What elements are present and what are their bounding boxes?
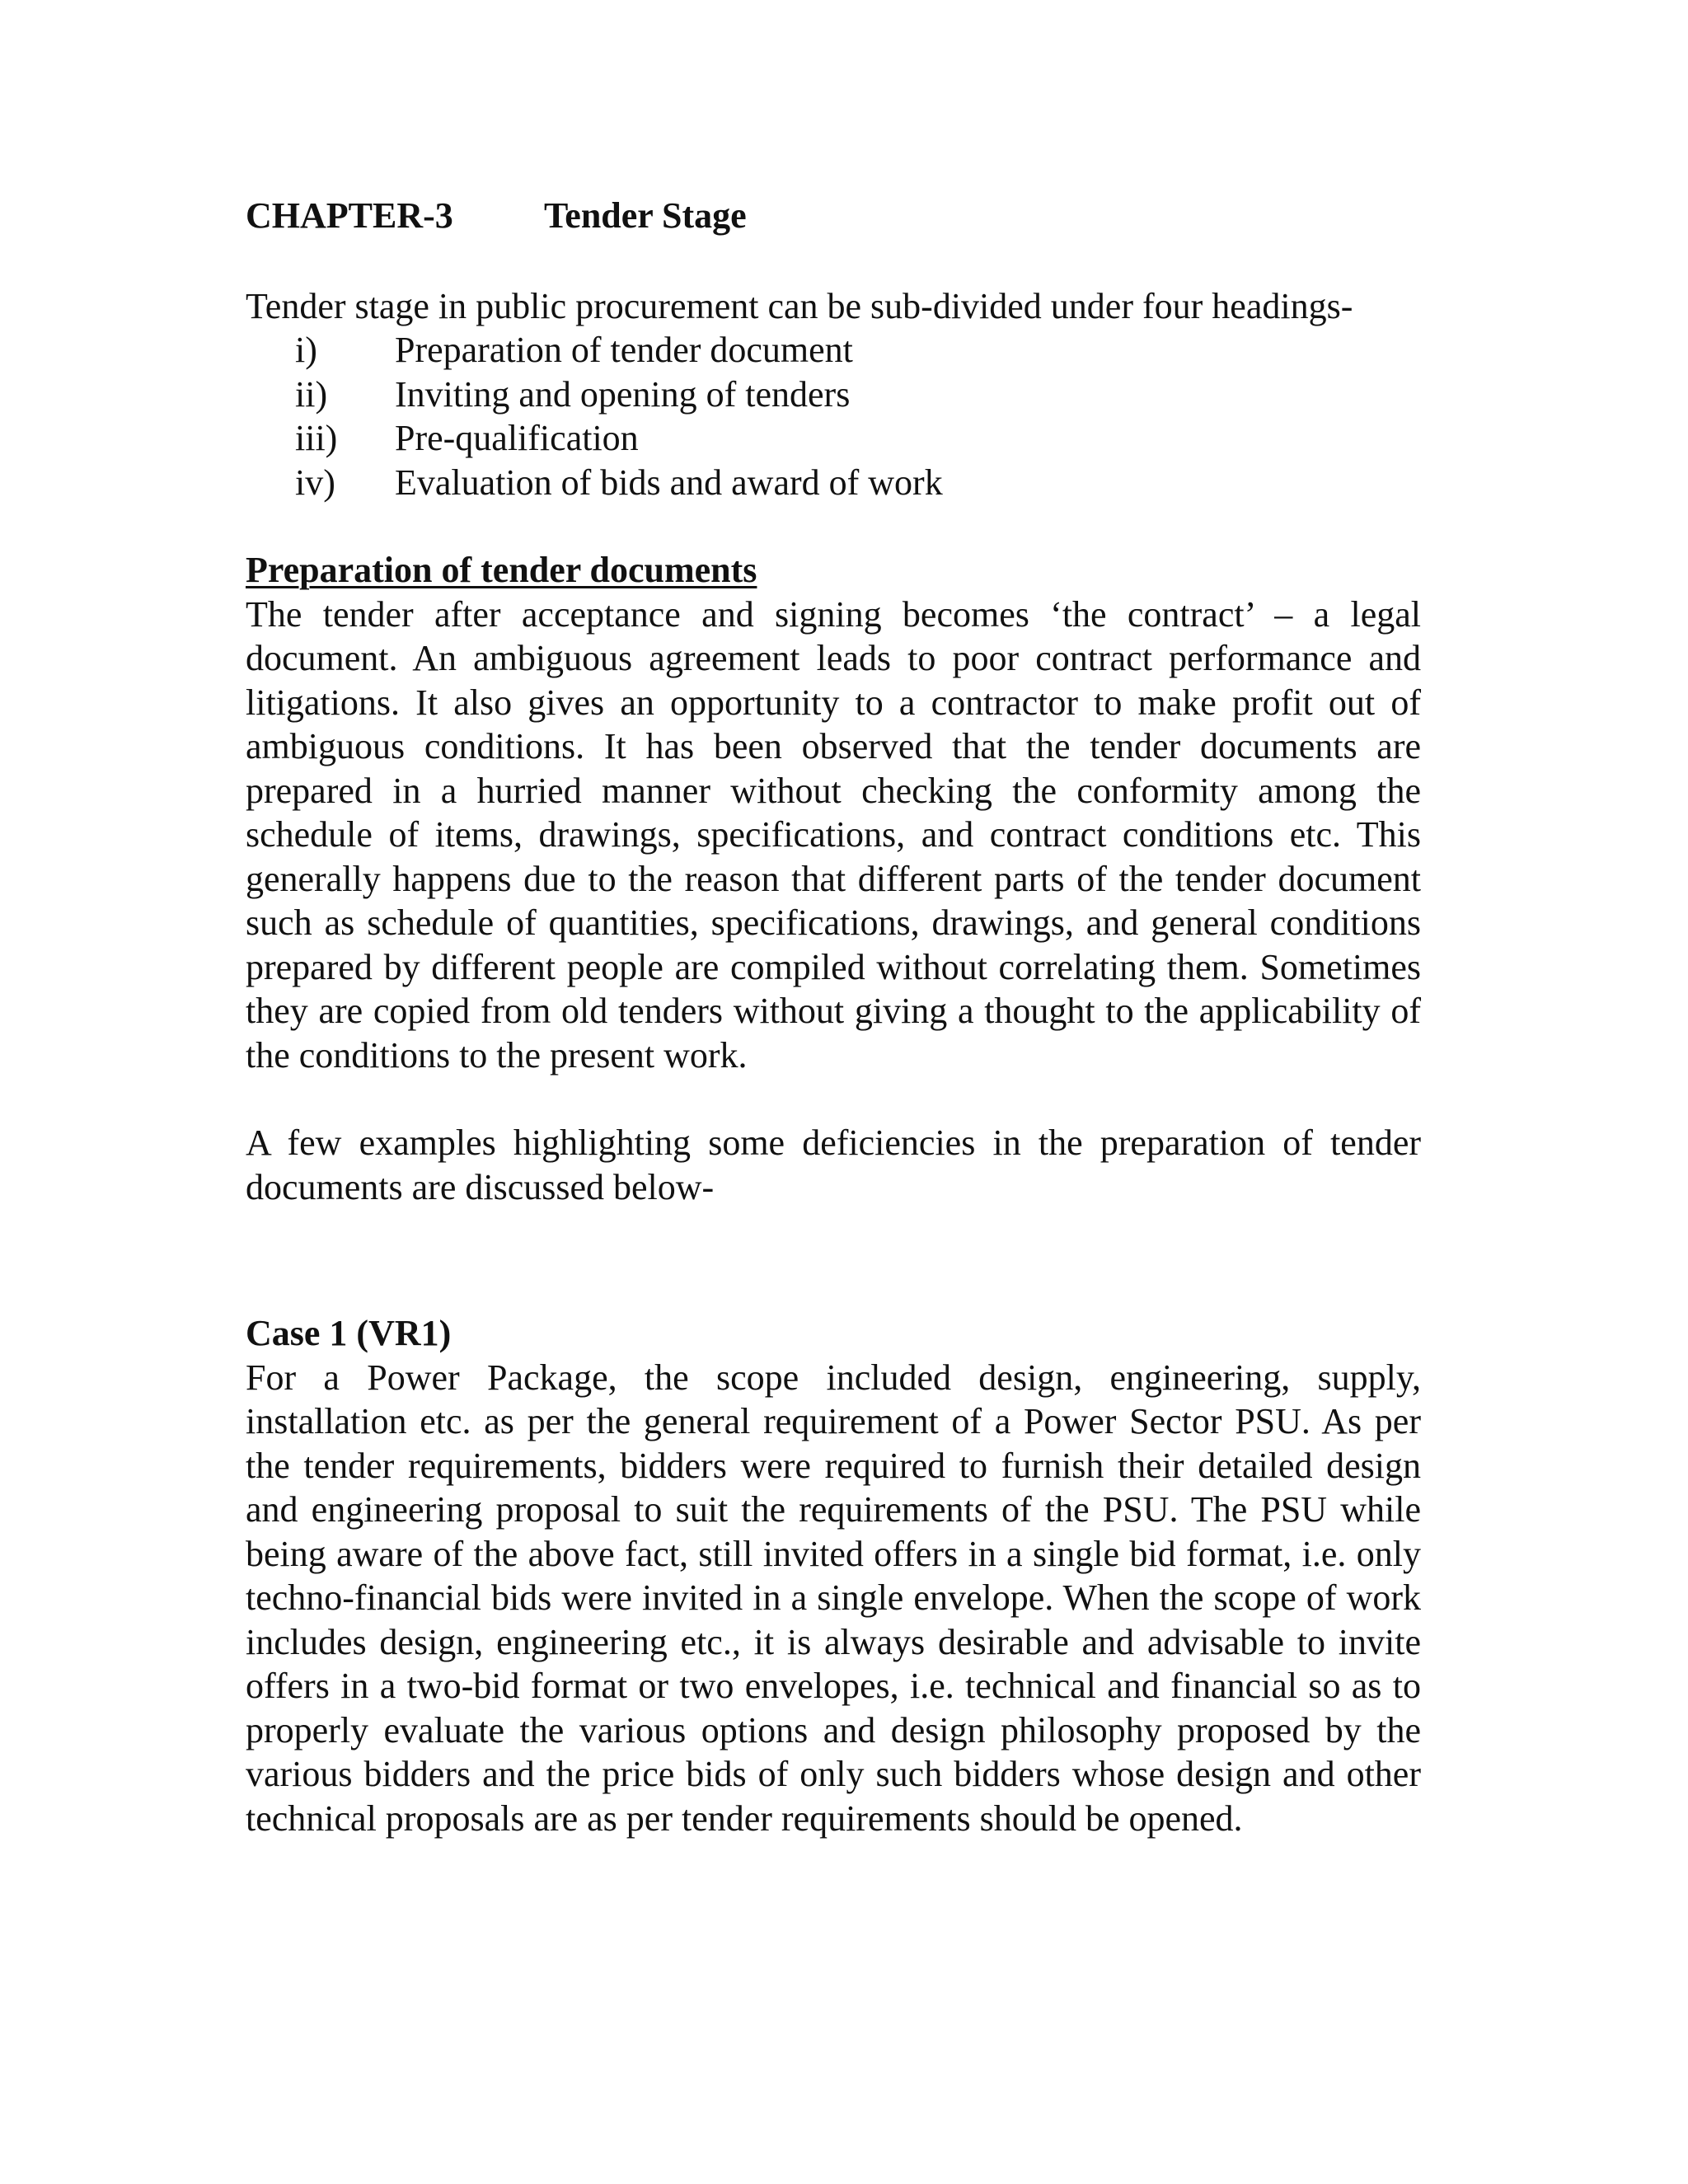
- list-label: Pre-qualification: [395, 418, 639, 458]
- list-label: Preparation of tender document: [395, 330, 853, 370]
- section-body: The tender after acceptance and signing becomes ‘the contract’ – a legal document. An ambiguous agreement leads to poor contract performance and litigations. It also gives an opportunity to a contractor to make profit out of ambiguous conditions. It has been observed that the tender documents are prepared in a hurried manner without checking the conformity among the schedule of items, drawings, specifications, and contract conditions etc. This generally happens due to the reason that different parts of the tender document such as schedule of quantities, specifications, drawings, and general conditions prepared by different people are compiled without correlating them. Sometimes they are copied from old tenders without giving a thought to the applicability of the conditions to the present work.: [246, 593, 1421, 1076]
- list-numeral: i): [295, 330, 317, 370]
- examples-intro: A few examples highlighting some deficiencies in the preparation of tender documents are discussed below-: [246, 1122, 1421, 1207]
- list-label: Evaluation of bids and award of work: [395, 462, 943, 503]
- chapter-heading: [246, 194, 1421, 238]
- list-numeral: iii): [295, 418, 338, 458]
- chapter-number: CHAPTER-3: [246, 195, 453, 236]
- chapter-title: Tender Stage: [544, 195, 747, 236]
- list-item: [246, 416, 1421, 461]
- intro-text: Tender stage in public procurement can be sub-divided under four headings-: [246, 285, 1353, 326]
- list-numeral: ii): [295, 373, 328, 415]
- headings-list: [246, 328, 1421, 504]
- case-body: For a Power Package, the scope included design, engineering, supply, installation etc. as per the general requirement of a Power Sector PSU. As per the tender requirements, bidders were required to furnish their detailed design and engineering proposal to suit the requirements of the PSU. The PSU while being aware of the above fact, still invited offers in a single bid format, i.e. only techno-financial bids were invited in a single envelope. When the scope of work includes design, engineering etc., it is always desirable and advisable to invite offers in a two-bid format or two envelopes, i.e. technical and financial so as to properly evaluate the various options and design philosophy proposed by the various bidders and the price bids of only such bidders whose design and other technical proposals are as per tender requirements should be opened.: [246, 1357, 1421, 1839]
- section-heading: Preparation of tender documents: [246, 550, 757, 590]
- list-item: [246, 328, 1421, 373]
- list-numeral: iv): [295, 462, 335, 503]
- list-item: [246, 373, 1421, 417]
- list-label: Inviting and opening of tenders: [395, 373, 851, 415]
- document-page: [246, 194, 1421, 1840]
- list-item: [246, 461, 1421, 505]
- case-heading: Case 1 (VR1): [246, 1313, 452, 1353]
